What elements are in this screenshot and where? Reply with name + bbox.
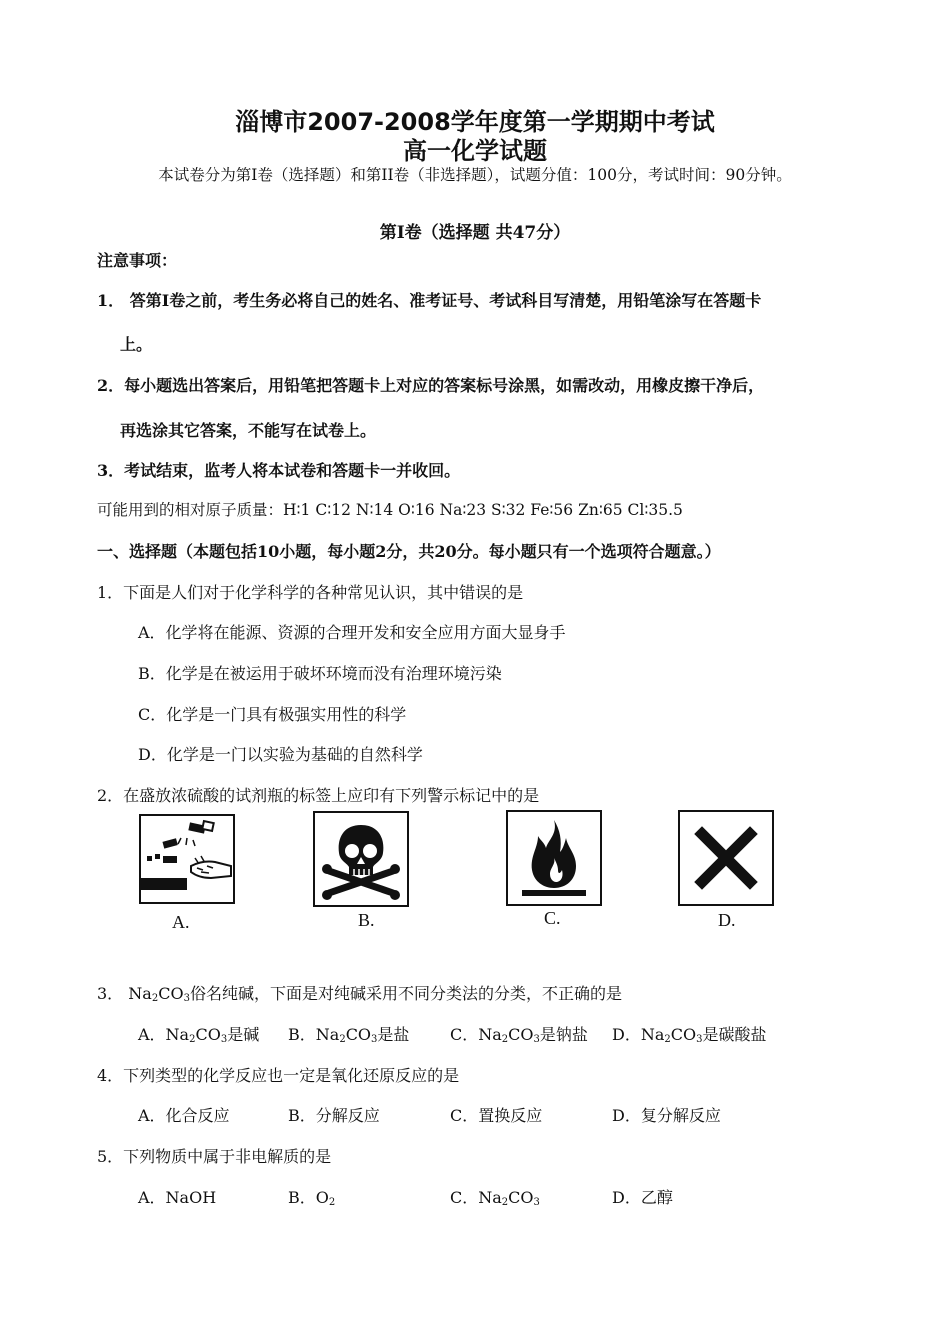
q3-b-suffix: 是盐 (377, 1025, 410, 1044)
hazard-sign-d (678, 810, 774, 906)
q2-stem: 2．在盛放浓硫酸的试剂瓶的标签上应印有下列警示标记中的是 (97, 786, 540, 805)
q3-sub-3: 3 (183, 993, 190, 1004)
q3-stem (97, 981, 622, 1004)
atomic-masses: 可能用到的相对原子质量：H∶1 C∶12 N∶14 O∶16 Na∶23 S∶32 Fe∶56 Zn∶65 Cl∶35.5 (97, 501, 683, 519)
q3-b-prefix: B．Na (288, 1025, 340, 1044)
q1-stem: 1．下面是人们对于化学科学的各种常见认识，其中错误的是 (97, 583, 524, 602)
q5-option-b (288, 1185, 335, 1208)
section-title: 第I卷（选择题 共47分） (379, 223, 571, 243)
q4-option-c: C．置换反应 (450, 1106, 543, 1125)
q3-b-co: CO (345, 1025, 372, 1044)
q4-option-a: A．化合反应 (138, 1106, 230, 1125)
q3-b-sub3: 3 (371, 1034, 378, 1045)
q5-c-text: C．Na (450, 1188, 502, 1207)
q3-a-co: CO (195, 1025, 221, 1044)
q3-d-suffix: 是碳酸盐 (702, 1025, 767, 1044)
q5-b-text: B．O (288, 1188, 329, 1207)
q5-option-a: A．NaOH (138, 1188, 217, 1207)
q3-a-sub2: 2 (189, 1034, 196, 1045)
q3-c-prefix: C．Na (450, 1025, 502, 1044)
corrosive-icon (141, 816, 233, 902)
hazard-label-d: D. (718, 910, 736, 930)
q3-stem-text: 俗名纯碱，下面是对纯碱采用不同分类法的分类，不正确的是 (189, 984, 622, 1003)
title-line-2: 高一化学试题 (403, 137, 547, 165)
q5-option-c (450, 1185, 540, 1208)
q4-option-d: D．复分解反应 (612, 1106, 721, 1125)
hazard-sign-c (506, 810, 602, 906)
q5-stem: 5．下列物质中属于非电解质的是 (97, 1147, 332, 1166)
hazard-label-b: B. (358, 910, 375, 930)
q3-a-prefix: A．Na (138, 1025, 190, 1044)
flammable-flame-icon (508, 812, 600, 904)
q5-c-sub3: 3 (533, 1197, 540, 1208)
q3-option-c (450, 1022, 588, 1045)
q5-c-co: CO (508, 1188, 534, 1207)
q5-option-d: D．乙醇 (612, 1188, 673, 1207)
hazard-sign-a (139, 814, 235, 904)
hazard-sign-b (313, 811, 409, 907)
notice-2-line-2: 再选涂其它答案，不能写在试卷上。 (120, 421, 377, 440)
harmful-cross-icon (680, 812, 772, 904)
q3-a-suffix: 是碱 (227, 1025, 260, 1044)
hazard-label-a: A. (172, 912, 190, 932)
q3-d-sub3: 3 (696, 1034, 703, 1045)
q1-option-b: B．化学是在被运用于破坏环境而没有治理环境污染 (138, 664, 502, 683)
toxic-skull-icon (315, 813, 407, 905)
q5-b-sub: 2 (328, 1197, 336, 1208)
q5-c-sub2: 2 (501, 1197, 509, 1208)
q3-d-prefix: D．Na (612, 1025, 665, 1044)
notice-3: 3．考试结束，监考人将本试卷和答题卡一并收回。 (97, 461, 461, 480)
q3-d-co: CO (670, 1025, 697, 1044)
q3-number: 3． (97, 984, 124, 1003)
notice-heading: 注意事项： (97, 251, 178, 270)
part1-heading: 一、选择题（本题包括10小题，每小题2分，共20分。每小题只有一个选项符合题意。） (97, 542, 721, 561)
q3-c-suffix: 是钠盐 (539, 1025, 588, 1044)
q3-sub-2: 2 (151, 993, 159, 1004)
hazard-label-c: C. (544, 908, 561, 928)
exam-intro: 本试卷分为第I卷（选择题）和第II卷（非选择题），试题分值：100分，考试时间：90分钟。 (158, 166, 792, 184)
q3-a-sub3: 3 (220, 1034, 228, 1045)
q1-option-d: D．化学是一门以实验为基础的自然科学 (138, 745, 423, 764)
q4-option-b: B．分解反应 (288, 1106, 380, 1125)
q4-stem: 4．下列类型的化学反应也一定是氧化还原反应的是 (97, 1066, 460, 1085)
q3-option-d (612, 1022, 767, 1045)
q3-c-sub2: 2 (501, 1034, 509, 1045)
q3-option-b (288, 1022, 409, 1045)
title-line-1: 淄博市2007-2008学年度第一学期期中考试 (235, 108, 715, 136)
q3-formula-na: Na (128, 984, 152, 1003)
q3-formula-co: CO (158, 984, 184, 1003)
q3-c-co: CO (508, 1025, 534, 1044)
q1-option-c: C．化学是一门具有极强实用性的科学 (138, 705, 407, 724)
q3-b-sub2: 2 (339, 1034, 346, 1045)
q3-option-a (138, 1022, 259, 1045)
notice-2-line-1: 2．每小题选出答案后，用铅笔把答题卡上对应的答案标号涂黑，如需改动，用橡皮擦干净后， (97, 376, 765, 395)
q1-option-a: A．化学将在能源、资源的合理开发和安全应用方面大显身手 (138, 623, 566, 642)
q3-c-sub3: 3 (533, 1034, 540, 1045)
q3-d-sub2: 2 (664, 1034, 671, 1045)
notice-1-line-2: 上。 (120, 335, 153, 354)
notice-1-line-1: 1． 答第I卷之前，考生务必将自己的姓名、准考证号、考试科目写清楚，用铅笔涂写在答题卡 (97, 291, 762, 310)
